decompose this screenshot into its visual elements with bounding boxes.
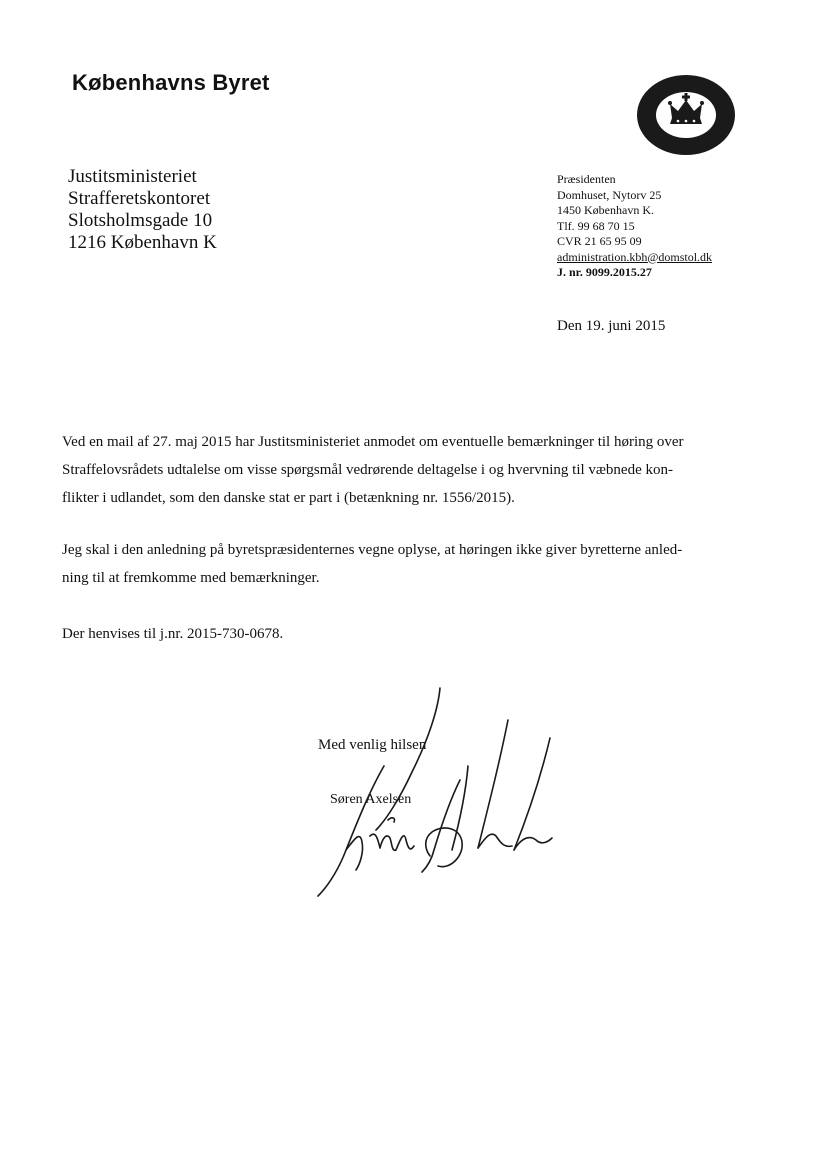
body-line: Straffelovsrådets udtalelse om visse spørgsmål vedrørende deltagelse i og hvervning til væbnede kon- [62, 462, 673, 478]
sender-phone: Tlf. 99 68 70 15 [557, 218, 635, 233]
closing-greeting: Med venlig hilsen [318, 737, 427, 753]
recipient-line-3: Slotsholmsgade 10 [68, 210, 213, 231]
sender-cvr: CVR 21 65 95 09 [557, 234, 642, 248]
body-paragraph-1 [62, 428, 742, 512]
sender-address-1: Domhuset, Nytorv 25 [557, 187, 662, 202]
sender-email-link[interactable]: administration.kbh@domstol.dk [557, 249, 713, 264]
court-name: Københavns Byret [72, 70, 270, 95]
body-line: Der henvises til j.nr. 2015-730-0678. [62, 626, 284, 642]
body-paragraph-2 [62, 536, 742, 592]
case-number: J. nr. 9099.2015.27 [557, 265, 652, 279]
sender-address-2: 1450 København K. [557, 203, 654, 217]
body-line: Jeg skal i den anledning på byretspræsidenternes vegne oplyse, at høringen ikke giver byretterne anled- [62, 542, 683, 558]
body-line: ning til at fremkomme med bemærkninger. [62, 570, 320, 586]
recipient-line-4: 1216 København K [68, 232, 217, 253]
signer-name: Søren Axelsen [330, 792, 412, 807]
recipient-line-2: Strafferetskontoret [68, 188, 211, 209]
recipient-address [68, 166, 217, 254]
letter-date: Den 19. juni 2015 [557, 318, 666, 334]
recipient-line-1: Justitsministeriet [68, 166, 197, 187]
body-line: Ved en mail af 27. maj 2015 har Justitsministeriet anmodet om eventuelle bemærkninger til høring over [62, 434, 684, 450]
sender-block [557, 172, 712, 281]
body-line: flikter i udlandet, som den danske stat er part i (betænkning nr. 1556/2015). [62, 490, 515, 506]
court-seal-icon [636, 74, 736, 156]
sender-title: Præsidenten [557, 172, 616, 186]
body-paragraph-3 [62, 620, 742, 648]
